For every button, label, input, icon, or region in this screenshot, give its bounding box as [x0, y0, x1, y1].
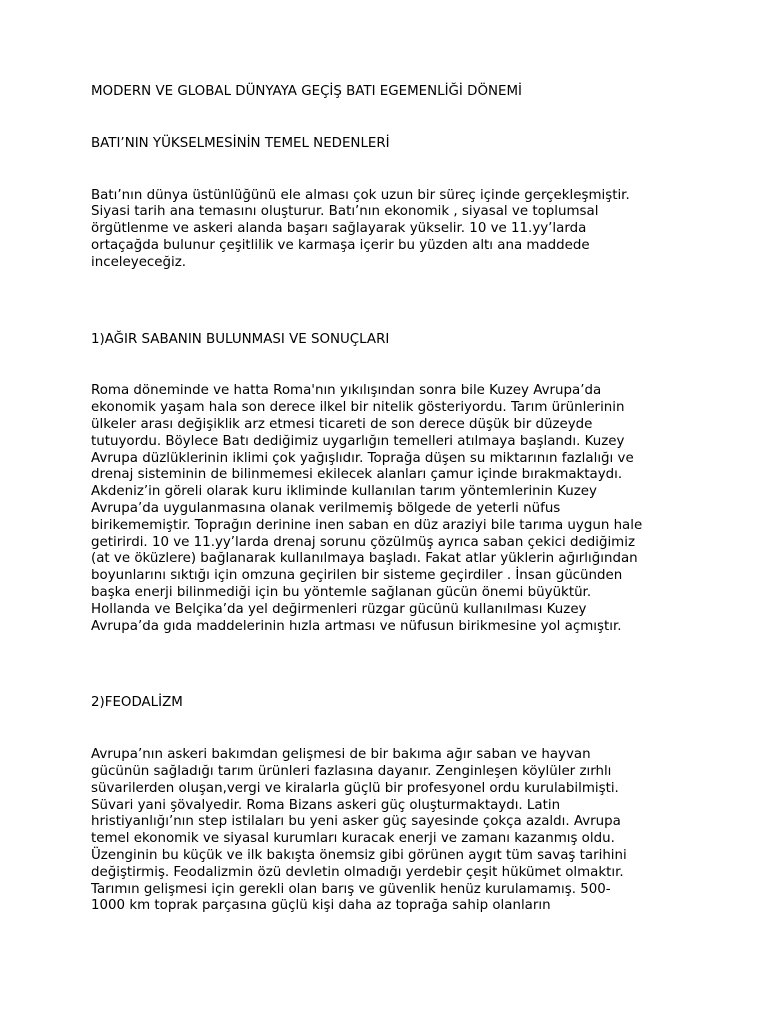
document-title: MODERN VE GLOBAL DÜNYAYA GEÇİŞ BATI EGEMENLİĞİ DÖNEMİ	[91, 84, 522, 99]
spacer	[91, 272, 691, 332]
spacer	[91, 153, 691, 188]
section-1-body: Roma döneminde ve hatta Roma'nın yıkılışından sonra bile Kuzey Avrupa’da ekonomik yaşam hala son derece ilkel bir nitelik gösteriyordu. Tarım ürünlerinin ülkeler arası değişiklik arz etmesi ticareti de son derece düşük bir düzeyde tutuyordu. Böylece Batı dediğimiz uygarlığın temelleri atılmaya başlandı. Kuzey Avrupa düzlüklerinin iklimi çok yağışlıdır. Toprağa düşen su miktarının fazlalığı ve drenaj sisteminin de bilinmemesi ekilecek alanları çamur içinde bırakmaktaydı. Akdeniz’in göreli olarak kuru ikliminde kullanılan tarım yöntemlerinin Kuzey Avrupa’da uygulanmasına olanak verilmemiş bölgede de yeterli nüfus birikememiştir. Toprağın derinine inen saban en düz araziyi bile tarıma uygun hale getirirdi. 10 ve 11.yy’larda drenaj sorunu çözülmüş ayrıca saban çekici dediğimiz (at ve öküzlere) bağlanarak kullanılmaya başladı. Fakat atlar yüklerin ağırlığından boyunlarını sıktığı için omzuna geçirilen bir sisteme geçirdiler . İnsan gücünden başka enerji bilinmediği için bu yöntemle sağlanan gücün önemi büyüktür. Hollanda ve Belçika’da yel değirmenleri rüzgar gücünü kullanılması Kuzey Avrupa’da gıda maddelerinin hızla artması ve nüfusun birikmesine yol açmıştır.	[91, 383, 643, 634]
document-page	[91, 84, 691, 915]
section-2-heading: 2)FEODALİZM	[91, 695, 183, 711]
section-1-heading: 1)AĞIR SABANIN BULUNMASI VE SONUÇLARI	[91, 331, 390, 347]
intro-paragraph: Batı’nın dünya üstünlüğünü ele alması çok uzun bir süreç içinde gerçekleşmiştir. Siyasi tarih ana temasını oluşturur. Batı’nın ekonomik , siyasal ve toplumsal örgütlenme ve askeri alanda başarı sağlayarak yükselir. 10 ve 11.yy’larda ortaçağda bulunur çeşitlilik ve karmaşa içerir bu yüzden altı ana maddede inceleyeceğiz.	[91, 187, 630, 270]
spacer	[91, 348, 691, 383]
spacer	[91, 635, 691, 695]
document-subtitle: BATI’NIN YÜKSELMESİNİN TEMEL NEDENLERİ	[91, 135, 390, 151]
section-2-body: Avrupa’nın askeri bakımdan gelişmesi de bir bakıma ağır saban ve hayvan gücünün sağladığı tarım ürünleri fazlasına dayanır. Zenginleşen köylüler zırhlı süvarilerden oluşan,vergi ve kiralarla güçlü bir profesyonel ordu kurulabilmişti. Süvari yani şövalyedir. Roma Bizans askeri güç oluşturmaktaydı. Latin hristiyanlığı’nın step istilaları bu yeni asker güç sayesinde çokça azaldı. Avrupa temel ekonomik ve siyasal kurumları kuracak enerji ve zamanı kazanmış oldu. Üzenginin bu küçük ve ilk bakışta önemsiz gibi görünen aygıt tüm savaş tarihini değiştirmiş. Feodalizmin özü devletin olmadığı yerdebir çeşit hükümet olmaktır. Tarımın gelişmesi için gerekli olan barış ve güvenlik henüz kurulamamış. 500- 1000 km toprak parçasına güçlü kişi daha az toprağa sahip olanların	[91, 747, 627, 914]
spacer	[91, 712, 691, 747]
spacer	[91, 101, 691, 136]
